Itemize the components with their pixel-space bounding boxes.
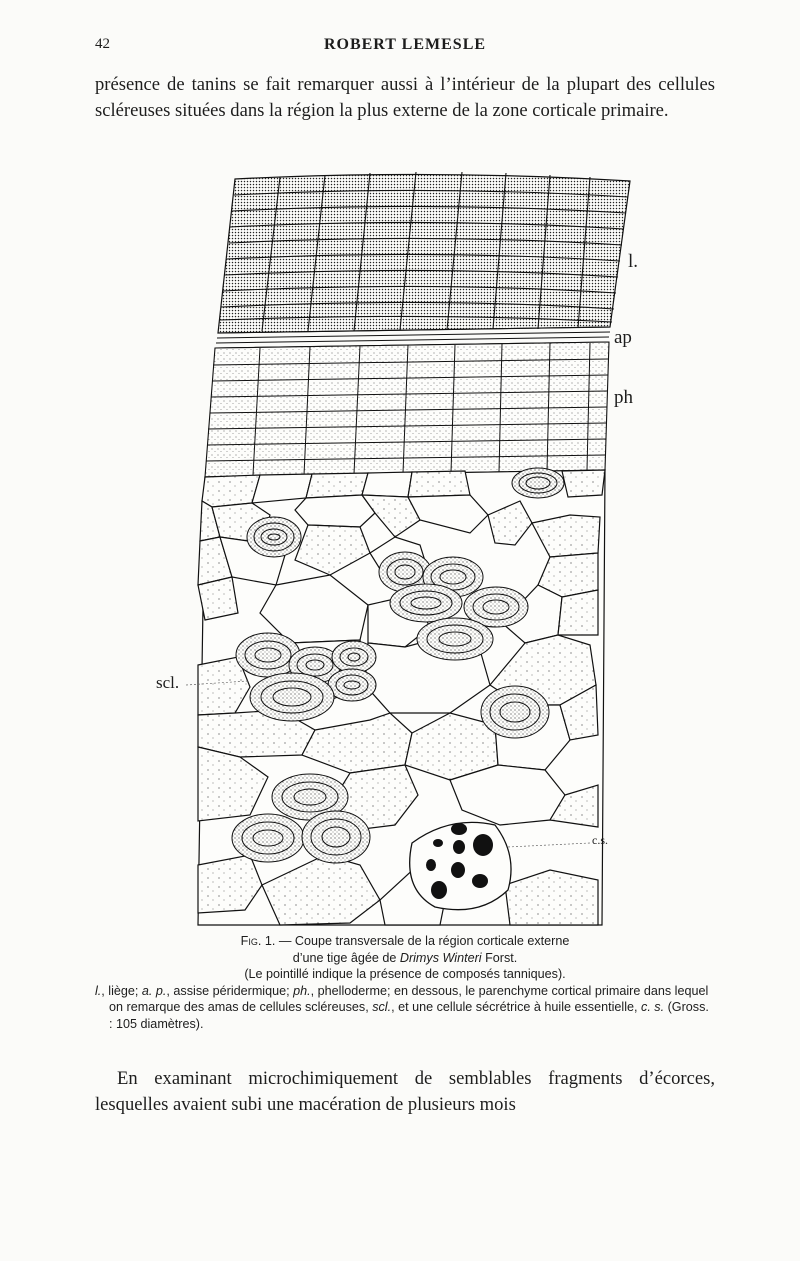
caption-fig-number: Fig. 1. (240, 934, 276, 948)
sclereid-cell (390, 584, 462, 622)
caption-line-3: (Le pointillé indique la présence de composés tanniques). (244, 967, 566, 981)
sclereid-cell (232, 814, 304, 862)
secretory-oil-cell (410, 822, 511, 909)
label-scl: scl. (156, 673, 180, 692)
page-number: 42 (95, 36, 110, 52)
botanical-section-drawing (150, 165, 650, 930)
paragraph-bottom: En examinant microchimiquement de semblables fragments d’écorces, lesquelles avaient subi une macération de plusieurs mois (95, 1068, 715, 1115)
sclereid-cell (332, 641, 376, 673)
caption-line-2: d’une tige âgée de Drimys Winteri Forst. (292, 950, 518, 965)
label-cs: c.s. (592, 833, 608, 847)
caption-legend: l., liège; a. p., assise péridermique; ph., phelloderme; en dessous, le parenchyme cortical primaire dans lequel on remarque des amas de cellules scléreuses, scl., et une cellule sécrétrice à huile essentielle, c. s. (Gross. : 105 diamètres). (95, 983, 709, 1031)
label-ph: ph (614, 387, 633, 408)
page-header (95, 36, 715, 60)
running-title: ROBERT LEMESLE (323, 36, 487, 53)
label-l: l. (628, 251, 639, 272)
sclereid-cell (512, 468, 564, 498)
caption-species: Drimys Winteri (399, 950, 482, 965)
sclereid-cell (328, 669, 376, 701)
sclereid-cell (302, 811, 370, 863)
phelloderm-layer (205, 342, 609, 477)
cork-layer (218, 172, 630, 333)
sclereid-cell (250, 673, 334, 721)
figure-1 (150, 165, 650, 930)
sclereid-cell (417, 618, 493, 660)
paragraph-top: présence de tanins se fait remarquer aussi à l’intérieur de la plupart des cellules scléreuses situées dans la région la plus externe de la zone corticale primaire. (95, 74, 715, 121)
sclereid-cell (481, 686, 549, 738)
figure-caption (95, 933, 715, 1032)
sclereid-cell (247, 517, 301, 557)
label-ap: ap (614, 327, 632, 348)
caption-line-1: Fig. 1. — Coupe transversale de la région corticale externe (240, 934, 570, 948)
